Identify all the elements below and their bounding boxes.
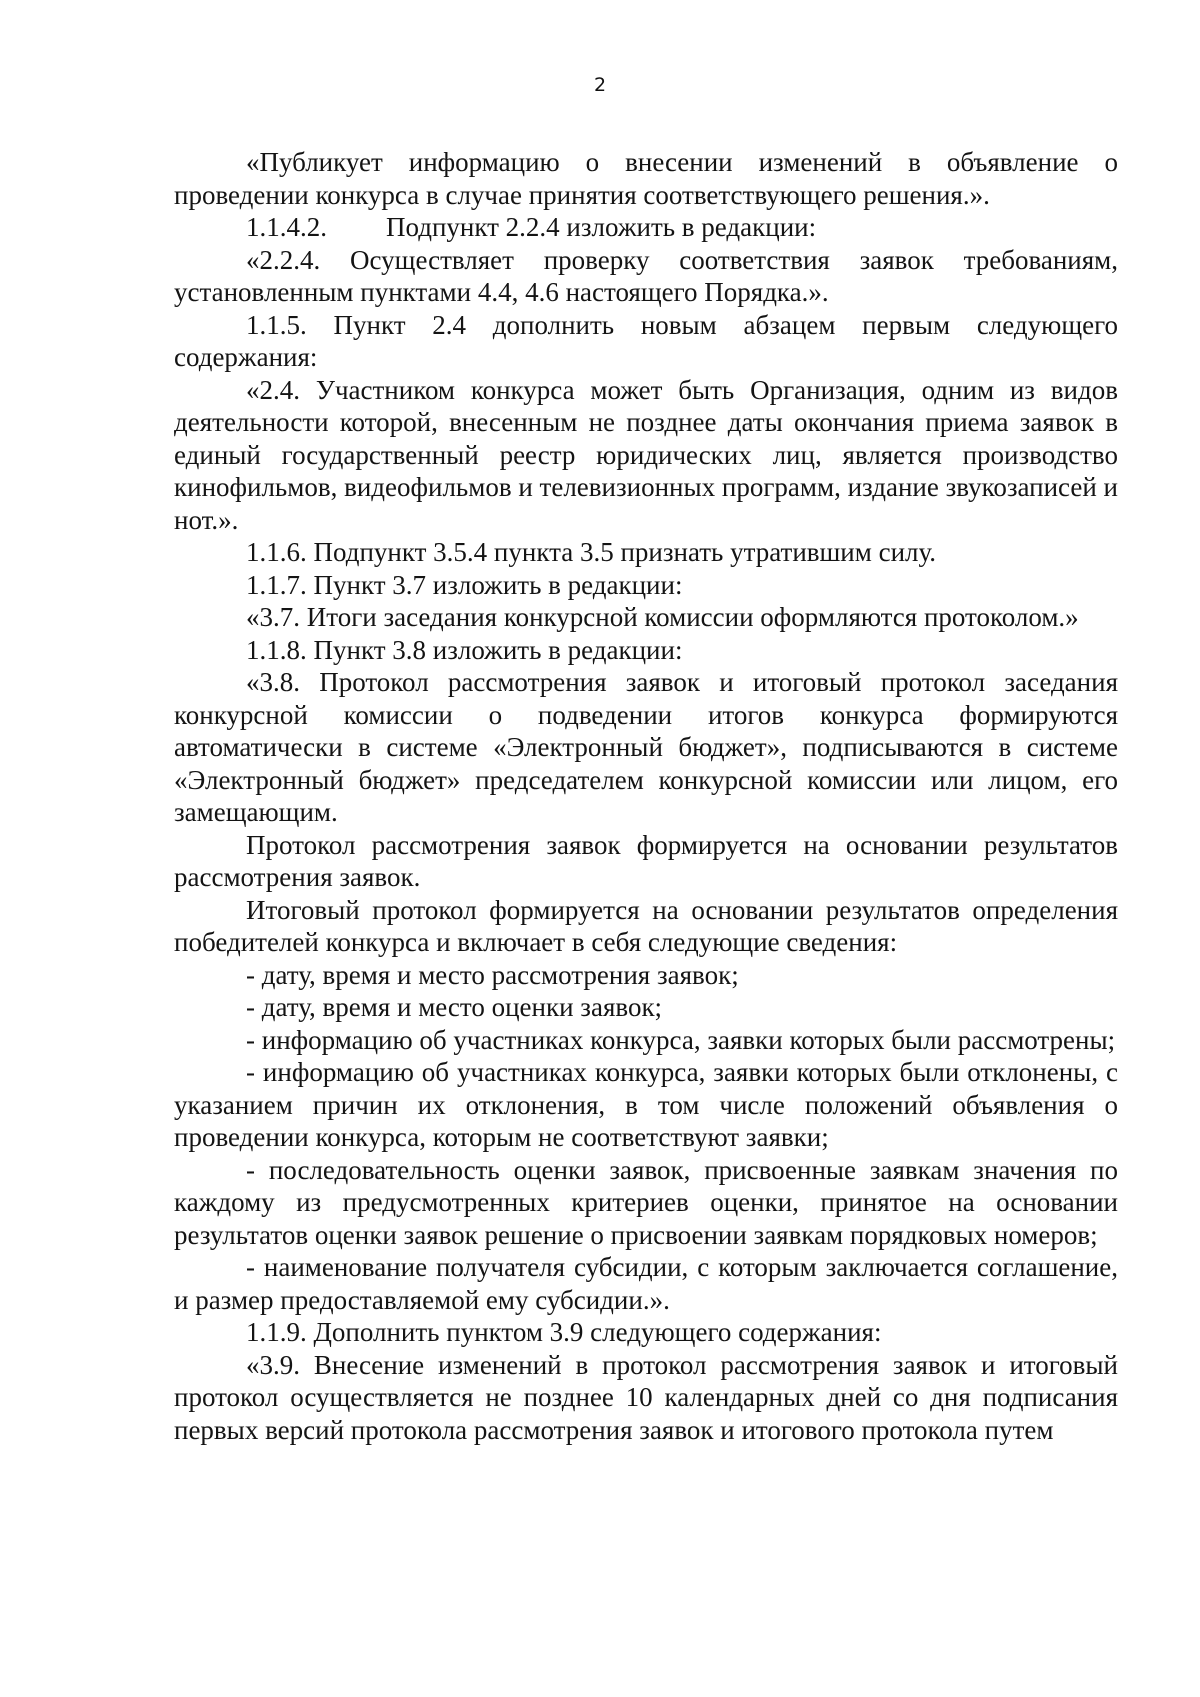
- list-item: - информацию об участниках конкурса, заявки которых были рассмотрены;: [246, 1024, 1116, 1055]
- paragraph: 1.1.8. Пункт 3.8 изложить в редакции:: [246, 634, 683, 665]
- list-item: - информацию об участниках конкурса, заявки которых были отклонены, с указанием причин их отклонения, в том числе положений объявления о проведении конкурса, которым не соответствуют заявки;: [174, 1057, 1118, 1152]
- paragraph: «3.8. Протокол рассмотрения заявок и итоговый протокол заседания конкурсной комиссии о подведении итогов конкурса формируются автоматически в системе «Электронный бюджет», подписываются в системе «Электронный бюджет» председателем конкурсной комиссии или лицом, его замещающим.: [174, 667, 1118, 827]
- list-item: - последовательность оценки заявок, присвоенные заявкам значения по каждому из предусмотренных критериев оценки, принятое на основании результатов оценки заявок решение о присвоении заявкам порядковых номеров;: [174, 1154, 1118, 1250]
- item-text: Подпункт 2.2.4 изложить в редакции:: [386, 212, 817, 242]
- list-item: - дату, время и место рассмотрения заявок;: [246, 959, 739, 990]
- paragraph-item-1142: [174, 211, 1118, 244]
- paragraph: 1.1.6. Подпункт 3.5.4 пункта 3.5 признать утратившим силу.: [246, 537, 937, 567]
- list-item: - наименование получателя субсидии, с которым заключается соглашение, и размер предоставляемой ему субсидии.».: [174, 1252, 1118, 1315]
- paragraph: «2.2.4. Осуществляет проверку соответствия заявок требованиям, установленным пунктами 4.4, 4.6 настоящего Порядка.».: [174, 244, 1118, 307]
- document-body: [174, 146, 1118, 1446]
- paragraph: «3.9. Внесение изменений в протокол рассмотрения заявок и итоговый протокол осуществляется не позднее 10 календарных дней со дня подписания первых версий протокола рассмотрения заявок и итогового протокола путем: [174, 1349, 1118, 1445]
- paragraph: 1.1.5. Пункт 2.4 дополнить новым абзацем первым следующего содержания:: [174, 309, 1118, 372]
- paragraph: «3.7. Итоги заседания конкурсной комиссии оформляются протоколом.»: [246, 602, 1079, 632]
- item-number: 1.1.4.2.: [246, 212, 327, 242]
- page-number: 2: [593, 74, 607, 96]
- paragraph: 1.1.9. Дополнить пунктом 3.9 следующего содержания:: [246, 1317, 882, 1347]
- paragraph: Протокол рассмотрения заявок формируется на основании результатов рассмотрения заявок.: [174, 829, 1118, 892]
- paragraph: «Публикует информацию о внесении изменений в объявление о проведении конкурса в случае принятия соответствующего решения.».: [174, 147, 1118, 210]
- paragraph: «2.4. Участником конкурса может быть Организация, одним из видов деятельности которой, внесенным не позднее даты окончания приема заявок в единый государственный реестр юридических лиц, является производство кинофильмов, видеофильмов и телевизионных программ, издание звукозаписей и нот.».: [174, 374, 1118, 535]
- list-item: - дату, время и место оценки заявок;: [246, 992, 663, 1022]
- paragraph: 1.1.7. Пункт 3.7 изложить в редакции:: [246, 569, 683, 600]
- paragraph: Итоговый протокол формируется на основании результатов определения победителей конкурса и включает в себя следующие сведения:: [174, 894, 1118, 957]
